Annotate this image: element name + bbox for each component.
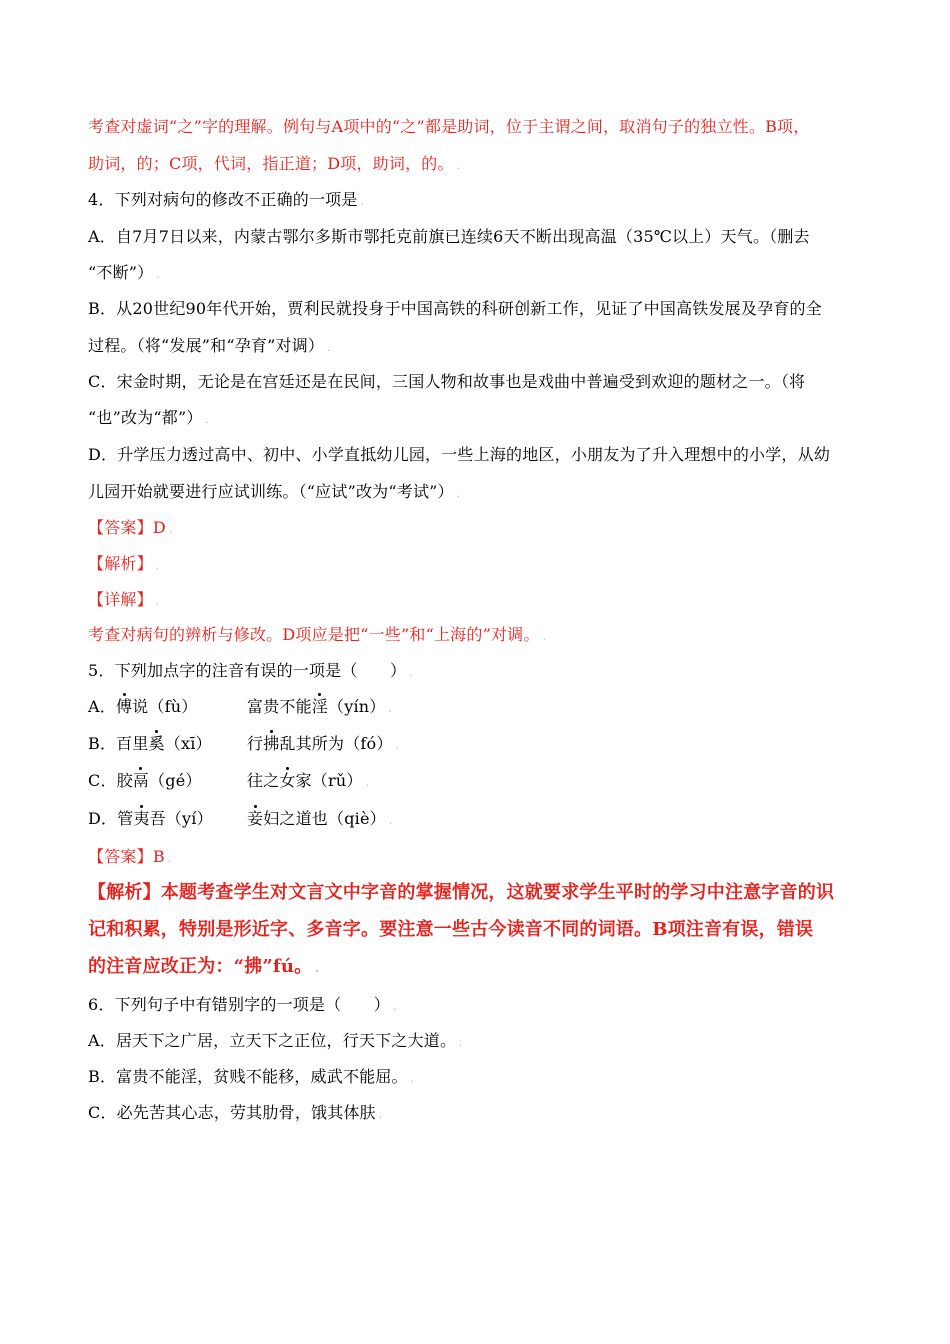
q4-answer: 【答案】D . — [88, 518, 173, 537]
q4-option-c-line1: C．宋金时期，无论是在宫廷还是在民间，三国人物和故事也是戏曲中普遍受到欢迎的题材之一。（将 — [88, 372, 806, 391]
q5-answer: 【答案】B . — [88, 847, 172, 866]
q5-explanation-line2: 记和积累，特别是形近字、多音字。要注意一些古今读音不同的词语。B项注音有误，错误 — [88, 919, 814, 940]
q4-option-b-line2: 过程。（将“发展”和“孕育”对调） . — [88, 336, 331, 355]
q5-option-a: A．傅说（fù） 富贵不能淫（yín） . — [88, 697, 392, 716]
q6-option-c: C．必先苦其心志，劳其肋骨，饿其体肤 . — [88, 1103, 383, 1122]
q3-explanation-line2: 助词，的；C项，代词，指正道；D项，助词，的。 . — [88, 154, 461, 173]
q5-option-b: B．百里奚（xī） 行拂乱其所为（fó） . — [88, 734, 399, 753]
q4-option-a-line2: “不断”） . — [88, 263, 160, 282]
q4-option-d-line1: D．升学压力透过高中、初中、小学直抵幼儿园，一些上海的地区，小朋友为了升入理想中的小学，从幼 — [88, 445, 831, 464]
q3-explanation-line1: 考查对虚词“之”字的理解。例句与A项中的“之”都是助词，位于主谓之间，取消句子的独立性。B项， — [88, 117, 810, 136]
q5-explanation-line1: 【解析】本题考查学生对文言文中字音的掌握情况，这就要求学生平时的学习中注意字音的识 — [88, 882, 835, 903]
q4-option-a-line1: A．自7月7日以来，内蒙古鄂尔多斯市鄂托克前旗已连续6天不断出现高温（35℃以上）天气。（删去 — [88, 227, 810, 246]
q6-option-a: A．居天下之广居，立天下之正位，行天下之大道。 . — [88, 1031, 463, 1050]
q6-stem: 6．下列句子中有错别字的一项是（ ） . — [88, 995, 397, 1014]
q4-option-d-line2: 儿园开始就要进行应试训练。（“应试”改为“考试”） . — [88, 482, 461, 501]
q4-option-c-line2: “也”改为“都”） . — [88, 408, 209, 427]
q5-option-d: D．管夷吾（yí） 妾妇之道也（qiè） . — [88, 809, 393, 828]
q5-option-c: C．胶鬲（gé） 往之女家（rǔ） . — [88, 771, 369, 790]
q5-explanation-line3: 的注音应改正为：“拂”fú。 . — [88, 956, 320, 977]
q6-option-b: B．富贵不能淫，贫贱不能移，威武不能屈。 . — [88, 1067, 415, 1086]
q4-stem: 4．下列对病句的修改不正确的一项是 . — [88, 190, 364, 209]
q4-analysis-tag: 【解析】 . — [88, 554, 160, 573]
q4-detail-tag: 【详解】 . — [88, 590, 160, 609]
q5-stem: 5．下列加点字的注音有误的一项是（ ） . — [88, 661, 413, 680]
q4-explanation: 考查对病句的辨析与修改。D项应是把“一些”和“上海的”对调。 . — [88, 625, 546, 644]
q4-option-b-line1: B．从20世纪90年代开始，贾利民就投身于中国高铁的科研创新工作，见证了中国高铁发展及孕育的全 — [88, 299, 822, 318]
